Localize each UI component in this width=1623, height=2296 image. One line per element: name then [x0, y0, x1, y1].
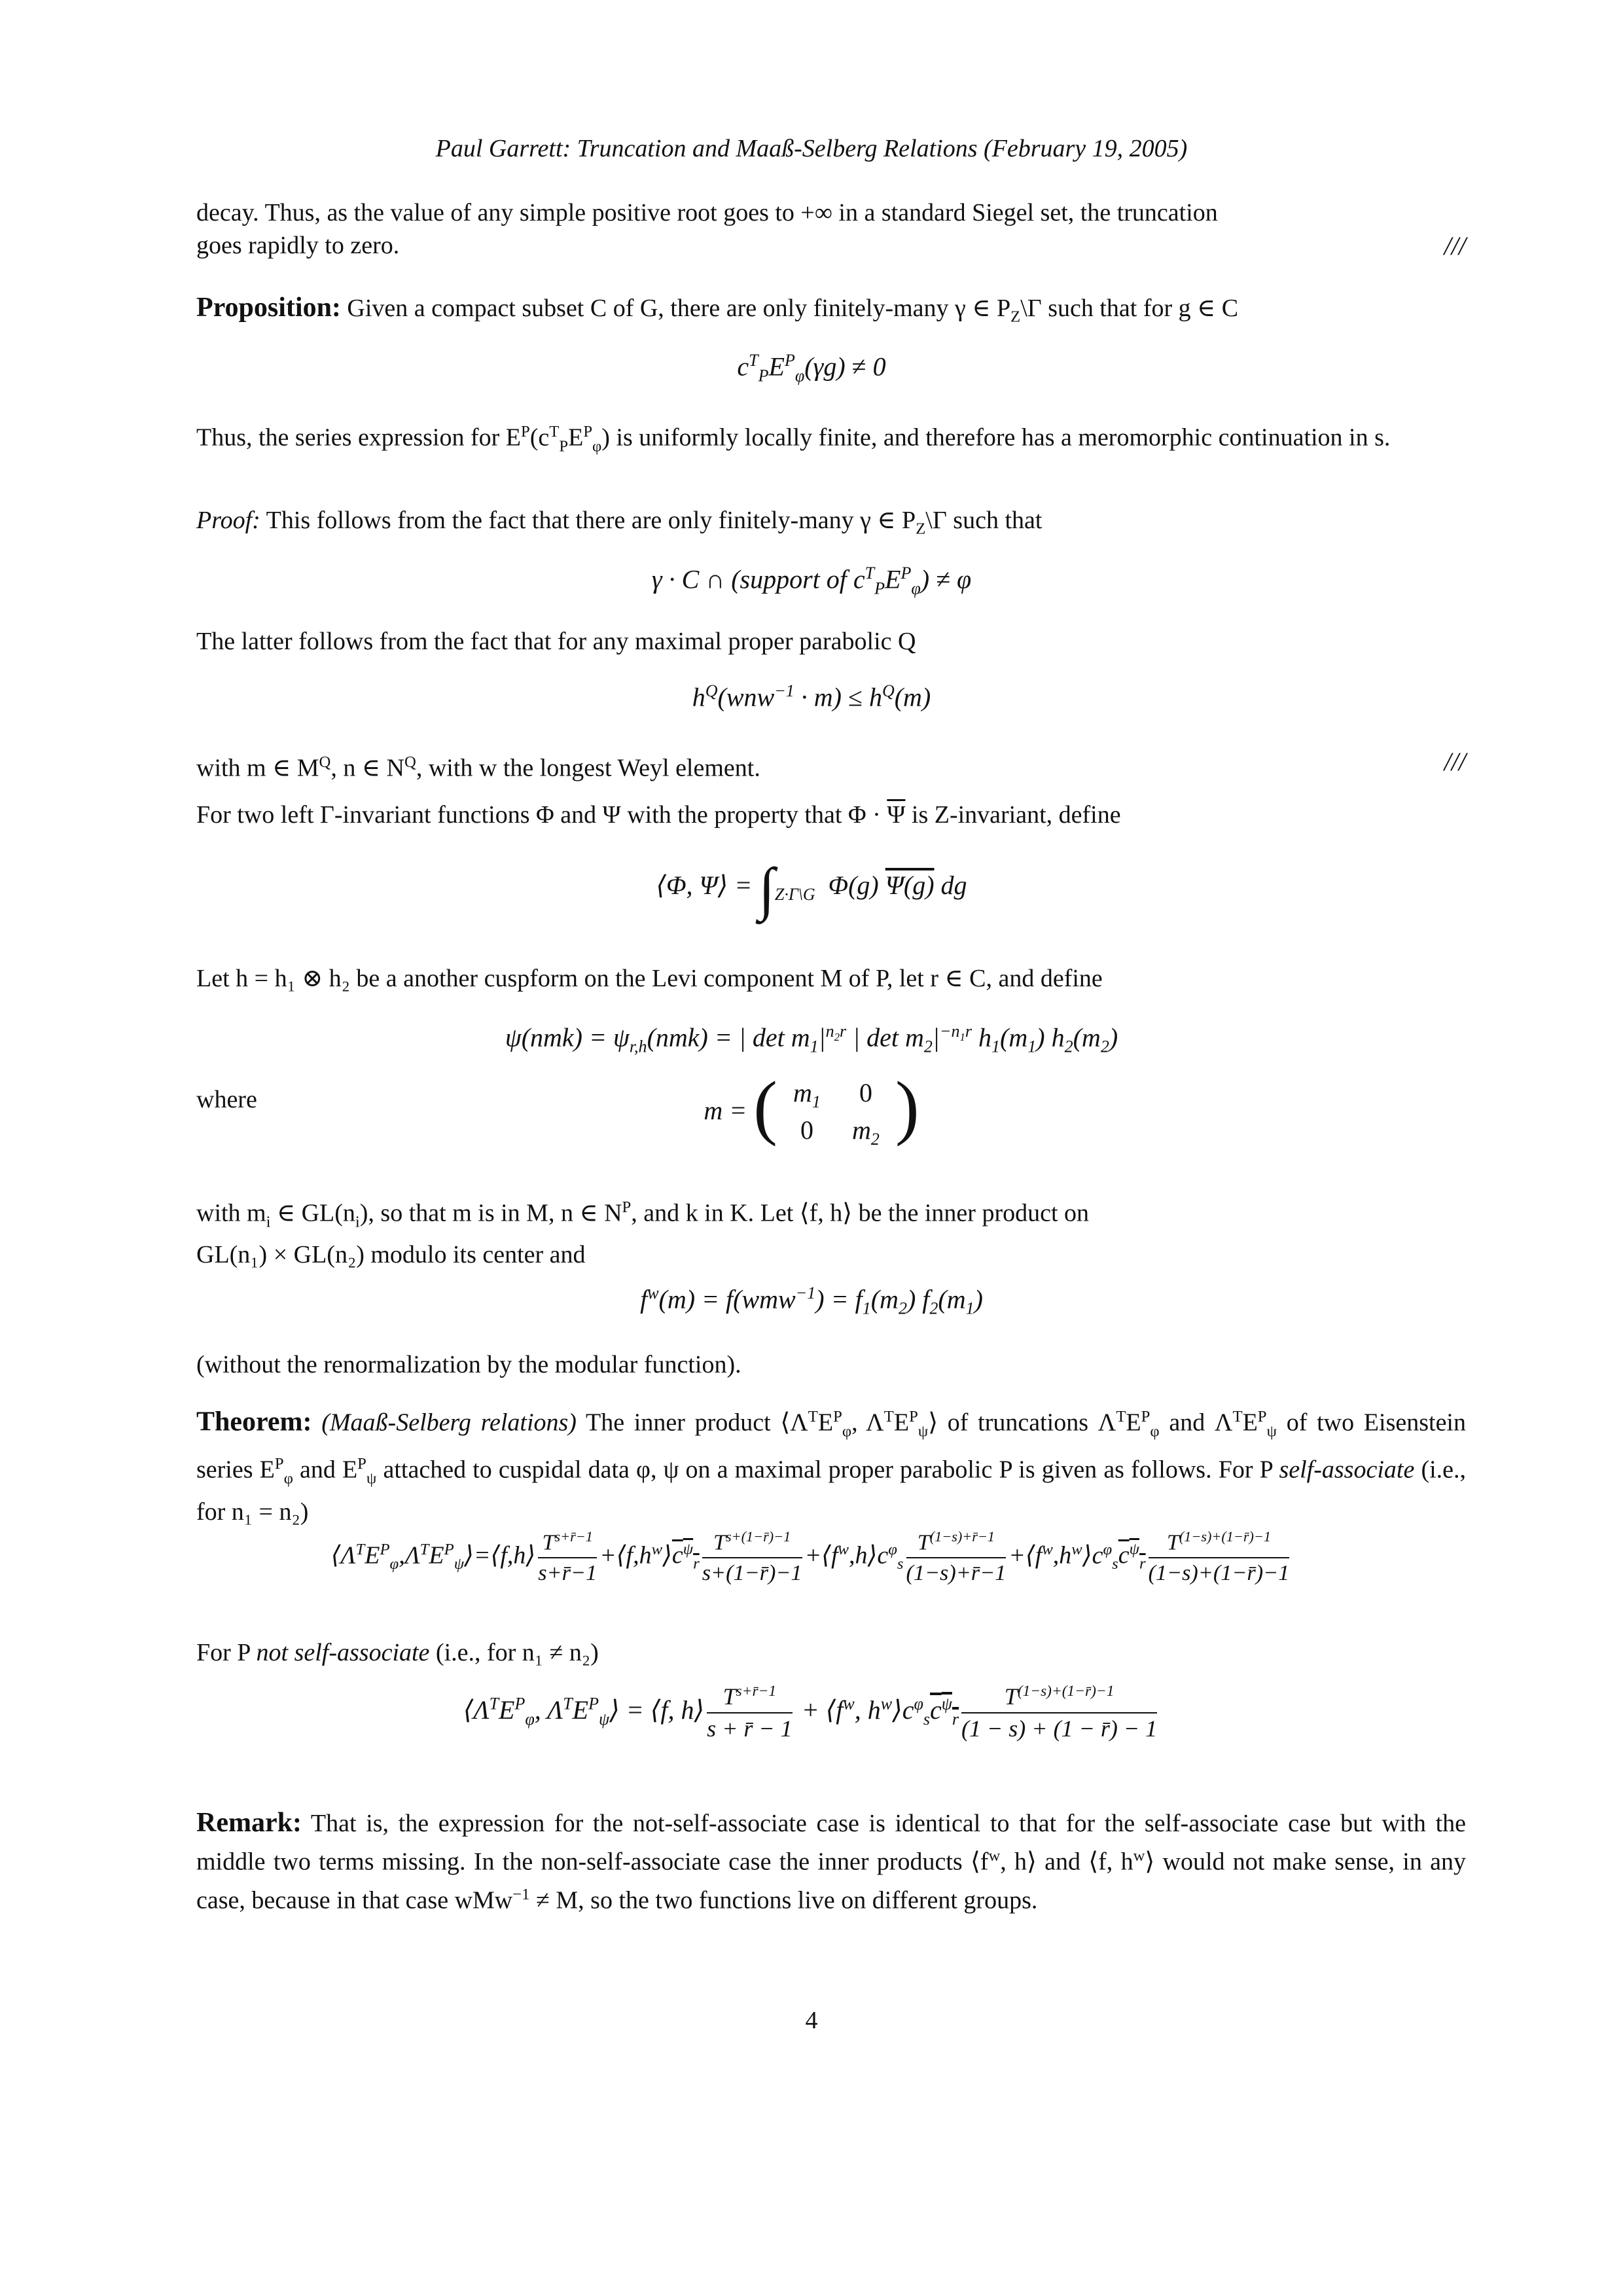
with-tail: , with w the longest Weyl element. — [416, 754, 760, 782]
thus-mid: (c — [529, 423, 550, 452]
paragraph-with-mi: with $m_i$ ∈ $GL(n_i)$, so that m is in M, n ∈ $N^P$, and k in K. Let ⟨f, h⟩ be the inner product on GL(n₁) × GL(n₂) modulo its center and — [196, 1191, 1466, 1271]
running-header: Paul Garrett: Truncation and Maaß-Selberg Relations (February 19, 2005) — [435, 135, 1188, 162]
with-text: with m ∈ M — [196, 754, 319, 782]
equation-proposition: $c^T_PE^P_\varphi(\gamma g) \ne 0$ — [737, 351, 886, 386]
equation-not-self-associate: $⟨\Lambda^TE^P_\varphi$, $\Lambda^TE^P_\psi⟩$ = ⟨f, h⟩ $\frac{T^{s+r̄-1}}{s + r̄ - 1}$ + $⟨f^w$, $h^w⟩c^\varphi_sc^\psi_r$ $\frac{T^{(1-s)+(1-r̄)-1}}{(1 - s) + (1 - r̄) - 1}$ — [463, 1683, 1158, 1742]
qed-mark-2: /// — [1444, 747, 1466, 776]
proof-tail: \Γ such that — [925, 507, 1043, 534]
theorem-label: Theorem: — [196, 1407, 312, 1437]
where-text: where — [196, 1086, 257, 1113]
theorem-text-3: as follows. For P — [1103, 1456, 1273, 1484]
with-mid: , n ∈ N — [330, 754, 404, 782]
proof-label: Proof: — [196, 507, 260, 534]
two-left-text: For two left Γ-invariant functions Φ and Ψ with the property that Φ · — [196, 801, 887, 829]
paragraph-latter — [196, 625, 1466, 658]
for-p-tail: (i.e., for n₁ ≠ n₂) — [435, 1639, 599, 1666]
equation-self-associate: $⟨\Lambda^TE^P_\varphi,\Lambda^TE^P_\psi⟩=⟨f,h⟩$ $\frac{T^{s+r̄-1}}{s+r̄-1}$ $+⟨f,h^w⟩c^\psi_r$ $\frac{T^{s+(1-r̄)-1}}{s+(1-r̄)-1}$ $+⟨f^w,h⟩c^\varphi_s$ $\frac{T^{(1-s)+r̄-1}}{(1-s)+r̄-1}$ $+⟨f^w,h^w⟩c^\varphi_sc^\psi_r$ $\frac{T^{(1-s)+(1-r̄)-1}}{(1-s)+(1-r̄)-1}$ — [330, 1528, 1290, 1586]
qed-mark: /// — [1444, 231, 1466, 260]
paragraph-decay — [196, 196, 1466, 262]
remark-label: Remark: — [196, 1808, 302, 1838]
support-a: γ · C ∩ (support of c — [651, 564, 865, 594]
equation-fw: $f^w(m) = f(wmw^{-1}) = f_1(m_2)$ $f_2(m_1)$ — [640, 1283, 983, 1318]
decay-line-1: decay. Thus, as the value of any simple positive root goes to +∞ in a standard Siegel set, the truncation — [196, 199, 1218, 226]
self-associate: self-associate — [1279, 1456, 1415, 1484]
proposition-tail: \Γ such that for g ∈ C — [1020, 295, 1239, 322]
gl-line: GL(n₁) × GL(n₂) modulo its center and — [196, 1241, 586, 1269]
with-mi-tail2: ), so that m is in M, n ∈ N — [359, 1199, 622, 1227]
equation-hq: $h^Q(wnw^{-1} \cdot m) \le h^Q(m)$ — [692, 681, 931, 712]
proof-text: This follows from the fact that there are only finitely-many γ ∈ P — [266, 507, 916, 534]
paragraph-thus: Thus, the series expression for $E^P(c^T_PE^P_\varphi)$ is uniformly locally finite, and therefore has a meromorphic continuation in s. — [196, 423, 1391, 456]
paragraph-let-h — [196, 962, 1466, 995]
page-number: 4 — [805, 2007, 818, 2034]
theorem-text-2: of two Eisenstein series E — [196, 1408, 1466, 1484]
not-self-associate: not self-associate — [256, 1639, 430, 1666]
proposition — [196, 291, 1466, 334]
latter-text: The latter follows from the fact that for any maximal proper parabolic Q — [196, 628, 916, 655]
proposition-text: Given a compact subset C of G, there are only finitely-many γ ∈ P — [347, 295, 1011, 322]
support-b: ) ≠ φ — [920, 564, 972, 594]
remark: Remark: That is, the expression for the not-self-associate case is identical to that for the self-associate case but with the middle two terms missing. In the non-self-associate case the inner products $⟨f^w$, h⟩ and ⟨f, $h^w⟩$ would not make sense, in any case, because in that case wMw$^{-1}$ ≠ M, so the two functions live on different groups. — [196, 1808, 1467, 1914]
without-text: (without the renormalization by the modular function). — [196, 1351, 741, 1378]
remark-text: That is, the expression for the not-self-associate case is identical to that for the self-associate case but with the middle two terms missing. In the non-self-associate case the inner products ⟨f — [196, 1810, 1466, 1876]
theorem-text-3b: (i.e., for n₁ = n₂) — [196, 1456, 1467, 1526]
equation-inner-product: ⟨Φ, Ψ⟩ = $\int_{Z\cdot\Gamma\backslash G}$ Φ(g) Ψ(g) dg — [656, 857, 967, 922]
paragraph-with: with m ∈ $M^Q$, n ∈ $N^Q$, with w the longest Weyl element. — [196, 753, 760, 782]
theorem: Theorem: (Maaß-Selberg relations) The inner product $⟨\Lambda^TE^P_\varphi$, $\Lambda^TE^P_\psi⟩$ of truncations $\Lambda^TE^P_\varphi$ and $\Lambda^TE^P_\psi$ of two Eisenstein series $E^P_\varphi$ and $E^P_\psi$ attached to cuspidal data φ, ψ on a maximal proper parabolic P is given as follows. For P self-associate (i.e., for n₁ = n₂) — [196, 1407, 1467, 1526]
equation-psi: $\psi(nmk) = \psi_{r,h}(nmk)$ = | $\det m_1|^{n_2r}$ | $\det m_2|^{-n_1r}$ $h_1(m_1)$ $h_2(m_2)$ — [505, 1022, 1118, 1056]
with-mi-tail3: , and k in K. Let ⟨f, h⟩ be the inner product on — [631, 1199, 1090, 1227]
equation-matrix: m = ( $m_1$ 0 0 $m_2$ ) — [704, 1067, 919, 1149]
theorem-italic: (Maaß-Selberg relations) — [321, 1408, 577, 1437]
thus-tail: ) is uniformly locally finite, and therefore has a meromorphic continuation in s. — [601, 423, 1391, 452]
paragraph-for-p — [196, 1636, 1466, 1669]
proposition-label: Proposition: — [196, 293, 341, 323]
proof: Proof: This follows from the fact that there are only finitely-many γ ∈ $P_Z\backslash\Gamma$ such that — [196, 507, 1043, 538]
for-p: For P — [196, 1639, 251, 1666]
equation-support: γ · C ∩ (support of $c^T_PE^P_\varphi) \ne \varphi$ — [651, 564, 972, 598]
thus-text: Thus, the series expression for E — [196, 423, 521, 452]
let-h-text: Let h = h₁ ⊗ h₂ be a another cuspform on the Levi component M of P, let r ∈ C, and define — [196, 965, 1103, 992]
theorem-text-1: The inner product ⟨Λ — [585, 1408, 808, 1437]
prop-sub: Z — [1010, 308, 1021, 326]
with-mi: with m — [196, 1199, 266, 1227]
two-left-tail: is Z-invariant, define — [905, 801, 1121, 829]
decay-line-2: goes rapidly to zero. — [196, 232, 400, 259]
paragraph-without — [196, 1348, 1466, 1381]
paragraph-two-left: For two left Γ-invariant functions Φ and Ψ with the property that $\Phi \cdot \overline{\Psi}$ is Z-invariant, define — [196, 801, 1121, 829]
with-mi-tail: ∈ GL(n — [270, 1199, 355, 1227]
